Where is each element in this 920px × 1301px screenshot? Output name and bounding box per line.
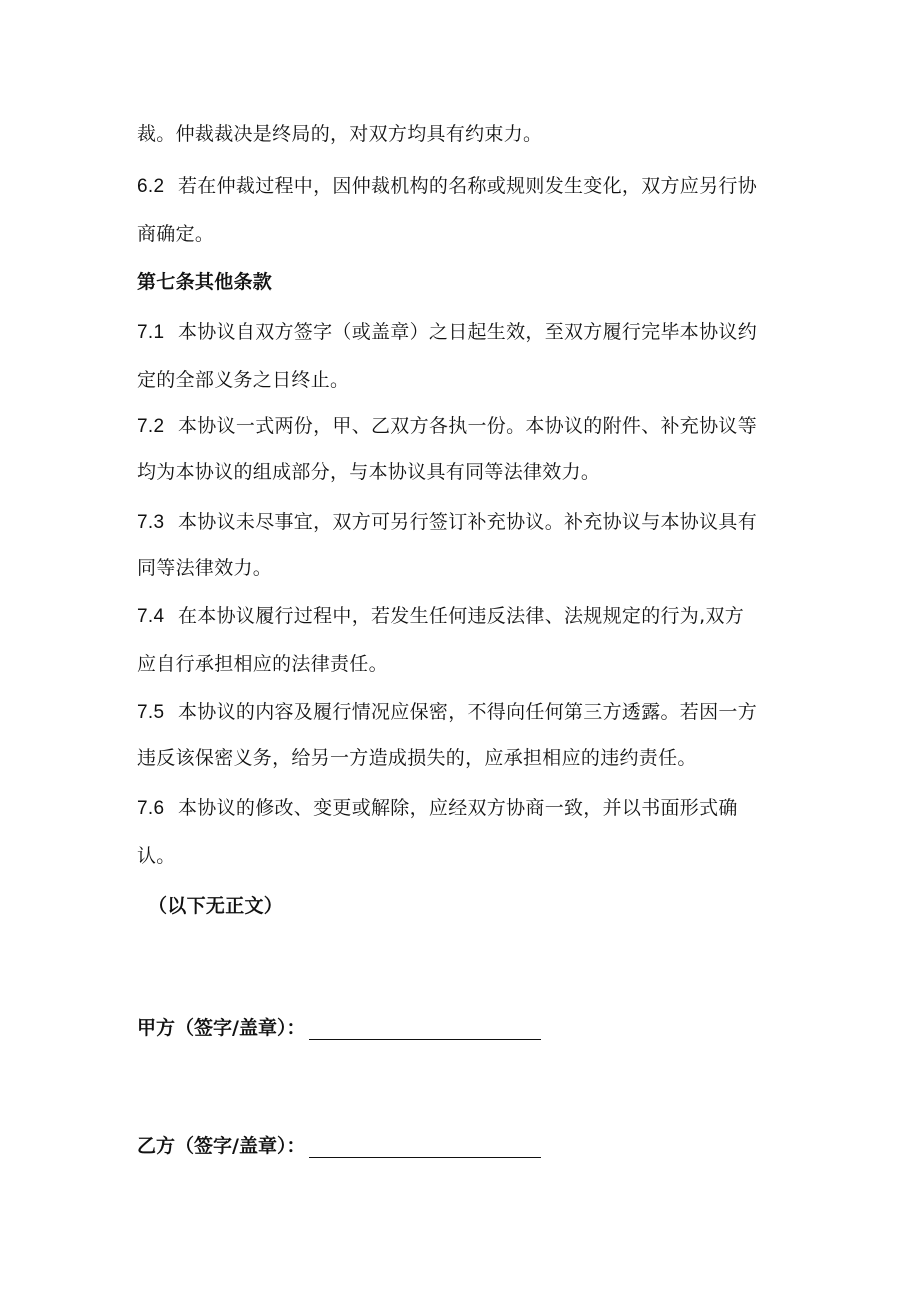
clause-text: 本协议自双方签字（或盖章）之日起生效，至双方履行完毕本协议约	[178, 321, 758, 343]
clause-7-1-line-1	[137, 320, 797, 345]
clause-6-2-line-1	[137, 174, 797, 199]
section-7-title: 第七条其他条款	[137, 271, 273, 293]
clause-number: 7.5	[137, 702, 165, 723]
clause-7-2-line-1	[137, 414, 797, 439]
clause-7-6-line-2: 认。	[137, 845, 176, 867]
party-b-label: 乙方（签字/盖章）：	[137, 1135, 306, 1157]
party-b-signature	[137, 1134, 541, 1158]
clause-number: 7.4	[137, 606, 165, 627]
clause-7-5-line-2: 违反该保密义务，给另一方造成损失的，应承担相应的违约责任。	[137, 747, 697, 769]
clause-number: 7.6	[137, 798, 165, 819]
party-a-signature-line[interactable]	[309, 1019, 541, 1040]
clause-text: 在本协议履行过程中，若发生任何违反法律、法规规定的行为,双方	[178, 605, 745, 627]
clause-number: 7.1	[137, 322, 165, 343]
clause-text: 本协议的内容及履行情况应保密，不得向任何第三方透露。若因一方	[178, 701, 758, 723]
clause-number: 7.3	[137, 512, 165, 533]
clause-7-1-line-2: 定的全部义务之日终止。	[137, 369, 350, 391]
clause-7-3-line-1	[137, 510, 797, 535]
clause-text: 本协议的修改、变更或解除，应经双方协商一致，并以书面形式确	[178, 797, 738, 819]
clause-text: 本协议未尽事宜，双方可另行签订补充协议。补充协议与本协议具有	[178, 511, 758, 533]
clause-7-3-line-2: 同等法律效力。	[137, 557, 273, 579]
clause-number: 7.2	[137, 416, 165, 437]
clause-7-4-line-1	[137, 604, 797, 629]
party-a-label: 甲方（签字/盖章）：	[137, 1017, 306, 1039]
party-b-signature-line[interactable]	[309, 1137, 541, 1158]
clause-number: 6.2	[137, 176, 165, 197]
clause-7-4-line-2: 应自行承担相应的法律责任。	[137, 653, 388, 675]
no-text-below-note: （以下无正文）	[148, 895, 284, 917]
clause-7-6-line-1	[137, 796, 797, 821]
text-line: 裁。仲裁裁决是终局的，对双方均具有约束力。	[137, 123, 543, 145]
party-a-signature	[137, 1016, 541, 1040]
clause-text: 若在仲裁过程中，因仲裁机构的名称或规则发生变化，双方应另行协	[178, 175, 758, 197]
clause-text: 本协议一式两份，甲、乙双方各执一份。本协议的附件、补充协议等	[178, 415, 758, 437]
clause-7-2-line-2: 均为本协议的组成部分，与本协议具有同等法律效力。	[137, 461, 601, 483]
clause-6-2-line-2: 商确定。	[137, 223, 215, 245]
clause-7-5-line-1	[137, 700, 797, 725]
